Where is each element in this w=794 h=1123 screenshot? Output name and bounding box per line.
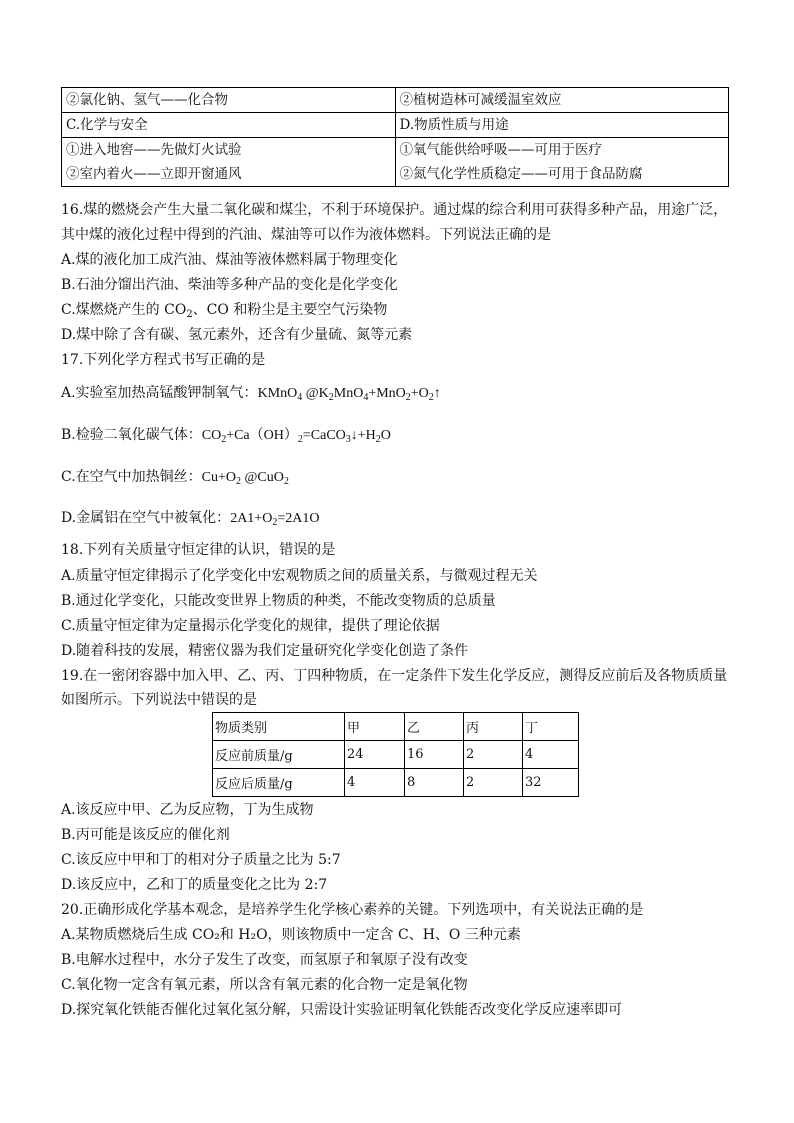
q17-option-a-label: A.实验室加热高锰酸钾制氧气： — [61, 385, 258, 401]
cell-line: ①氧气能供给呼吸——可用于医疗 — [399, 142, 602, 158]
q17-option-d — [61, 508, 319, 529]
table-cell: 2 — [464, 769, 523, 797]
q16-option-b: B.石油分馏出汽油、柴油等多种产品的变化是化学变化 — [61, 277, 398, 293]
q19-option-b: B.丙可能是该反应的催化剂 — [61, 827, 230, 843]
subscript: 2 — [186, 309, 193, 320]
table-row — [62, 88, 729, 113]
knowledge-summary-table — [61, 87, 729, 187]
table-cell — [62, 138, 396, 187]
table-cell: 反应前质量/g — [213, 741, 345, 769]
q17-option-b — [61, 425, 391, 446]
q16-option-c-post: 、CO 和粉尘是主要空气污染物 — [192, 302, 388, 318]
table-header-cell: 乙 — [405, 713, 464, 741]
q17-equation-c: $Cu+O_2$ @CuO$_2$ — [201, 470, 289, 487]
cell-line: ①进入地窖——先做灯火试验 — [66, 142, 242, 158]
q17-equation-b: $CO_2+Ca(OH)_2=CaCO_3↓+H_2O$ — [201, 428, 391, 445]
table-cell: 16 — [405, 741, 464, 769]
q20-option-a: A.某物质燃烧后生成 CO₂和 H₂O，则该物质中一定含 C、H、O 三种元素 — [61, 927, 521, 943]
table-cell: D.物质性质与用途 — [395, 113, 729, 138]
table-cell: 反应后质量/g — [213, 769, 345, 797]
q20-option-c: C.氧化物一定含有氧元素，所以含有氧元素的化合物一定是氧化物 — [61, 977, 468, 993]
q18-option-a: A.质量守恒定律揭示了化学变化中宏观物质之间的质量关系，与微观过程无关 — [61, 568, 538, 584]
q16-option-d: D.煤中除了含有碳、氢元素外，还含有少量硫、氮等元素 — [61, 327, 413, 343]
q17-option-d-label: D.金属铝在空气中被氧化： — [61, 510, 231, 526]
table-row — [213, 769, 579, 797]
table-cell: 24 — [345, 741, 405, 769]
q17-option-a — [61, 383, 441, 404]
q20-stem: 20.正确形成化学基本观念，是培养学生化学核心素养的关键。下列选项中，有关说法正确的是 — [61, 902, 644, 918]
q16-stem-line2: 其中煤的液化过程中得到的汽油、煤油等可以作为液体燃料。下列说法正确的是 — [61, 227, 551, 243]
table-cell: C.化学与安全 — [62, 113, 396, 138]
mass-table — [212, 712, 579, 797]
q17-equation-a: KMnO$_4$ $@K_2MnO_4+MnO_2+O_2↑$ — [257, 386, 441, 403]
table-cell: 2 — [464, 741, 523, 769]
q19-option-a: A.该反应中甲、乙为反应物，丁为生成物 — [61, 802, 314, 818]
q17-equation-d-b: =2A1O — [277, 511, 320, 526]
q18-option-b: B.通过化学变化，只能改变世界上物质的种类，不能改变物质的总质量 — [61, 593, 496, 609]
q18-option-c: C.质量守恒定律为定量揭示化学变化的规律，提供了理论依据 — [61, 618, 440, 634]
q18-stem: 18.下列有关质量守恒定律的认识，错误的是 — [61, 542, 336, 558]
q18-option-d: D.随着科技的发展，精密仪器为我们定量研究化学变化创造了条件 — [61, 643, 469, 659]
table-cell: 32 — [523, 769, 579, 797]
cell-line: ②氮气化学性质稳定——可用于食品防腐 — [399, 166, 643, 182]
q16-option-a: A.煤的液化加工成汽油、煤油等液体燃料属于物理变化 — [61, 252, 398, 268]
table-header-cell: 甲 — [345, 713, 405, 741]
table-cell: ②植树造林可减缓温室效应 — [395, 88, 729, 113]
q17-option-b-label: B.检验二氧化碳气体： — [61, 427, 202, 443]
table-header-cell: 丙 — [464, 713, 523, 741]
table-cell: 8 — [405, 769, 464, 797]
q16-stem-line1: 16.煤的燃烧会产生大量二氧化碳和煤尘，不利于环境保护。通过煤的综合利用可获得多种产品，用途广泛， — [61, 202, 728, 218]
q17-option-c — [61, 467, 289, 488]
table-row — [62, 138, 729, 187]
q20-option-b: B.电解水过程中，水分子发生了改变，而氢原子和氧原子没有改变 — [61, 952, 468, 968]
table-cell: ②氯化钠、氢气——化合物 — [62, 88, 396, 113]
q17-equation-d-a: 2A1+O — [230, 511, 273, 526]
q17-stem: 17.下列化学方程式书写正确的是 — [61, 352, 266, 368]
table-row — [62, 113, 729, 138]
q19-stem-line2: 如图所示。下列说法中错误的是 — [61, 692, 257, 708]
table-cell — [395, 138, 729, 187]
q19-stem-line1: 19.在一密闭容器中加入甲、乙、丙、丁四种物质，在一定条件下发生化学反应，测得反应前后及各物质质量 — [61, 668, 728, 684]
q20-option-d: D.探究氧化铁能否催化过氧化氢分解，只需设计实验证明氧化铁能否改变化学反应速率即可 — [61, 1002, 623, 1018]
q17-option-c-label: C.在空气中加热铜丝： — [61, 469, 202, 485]
q16-option-c — [61, 300, 387, 320]
q16-option-c-pre: C.煤燃烧产生的 CO — [61, 302, 187, 318]
q19-option-c: C.该反应中甲和丁的相对分子质量之比为 5:7 — [61, 852, 341, 868]
table-header-row — [213, 713, 579, 741]
table-header-cell: 丁 — [523, 713, 579, 741]
q17-equation-d — [230, 511, 319, 526]
q19-option-d: D.该反应中，乙和丁的质量变化之比为 2:7 — [61, 877, 328, 893]
cell-line: ②室内着火——立即开窗通风 — [66, 166, 242, 182]
table-header-cell: 物质类别 — [213, 713, 345, 741]
table-row — [213, 741, 579, 769]
table-cell: 4 — [523, 741, 579, 769]
table-cell: 4 — [345, 769, 405, 797]
subscript: 2 — [272, 517, 278, 528]
